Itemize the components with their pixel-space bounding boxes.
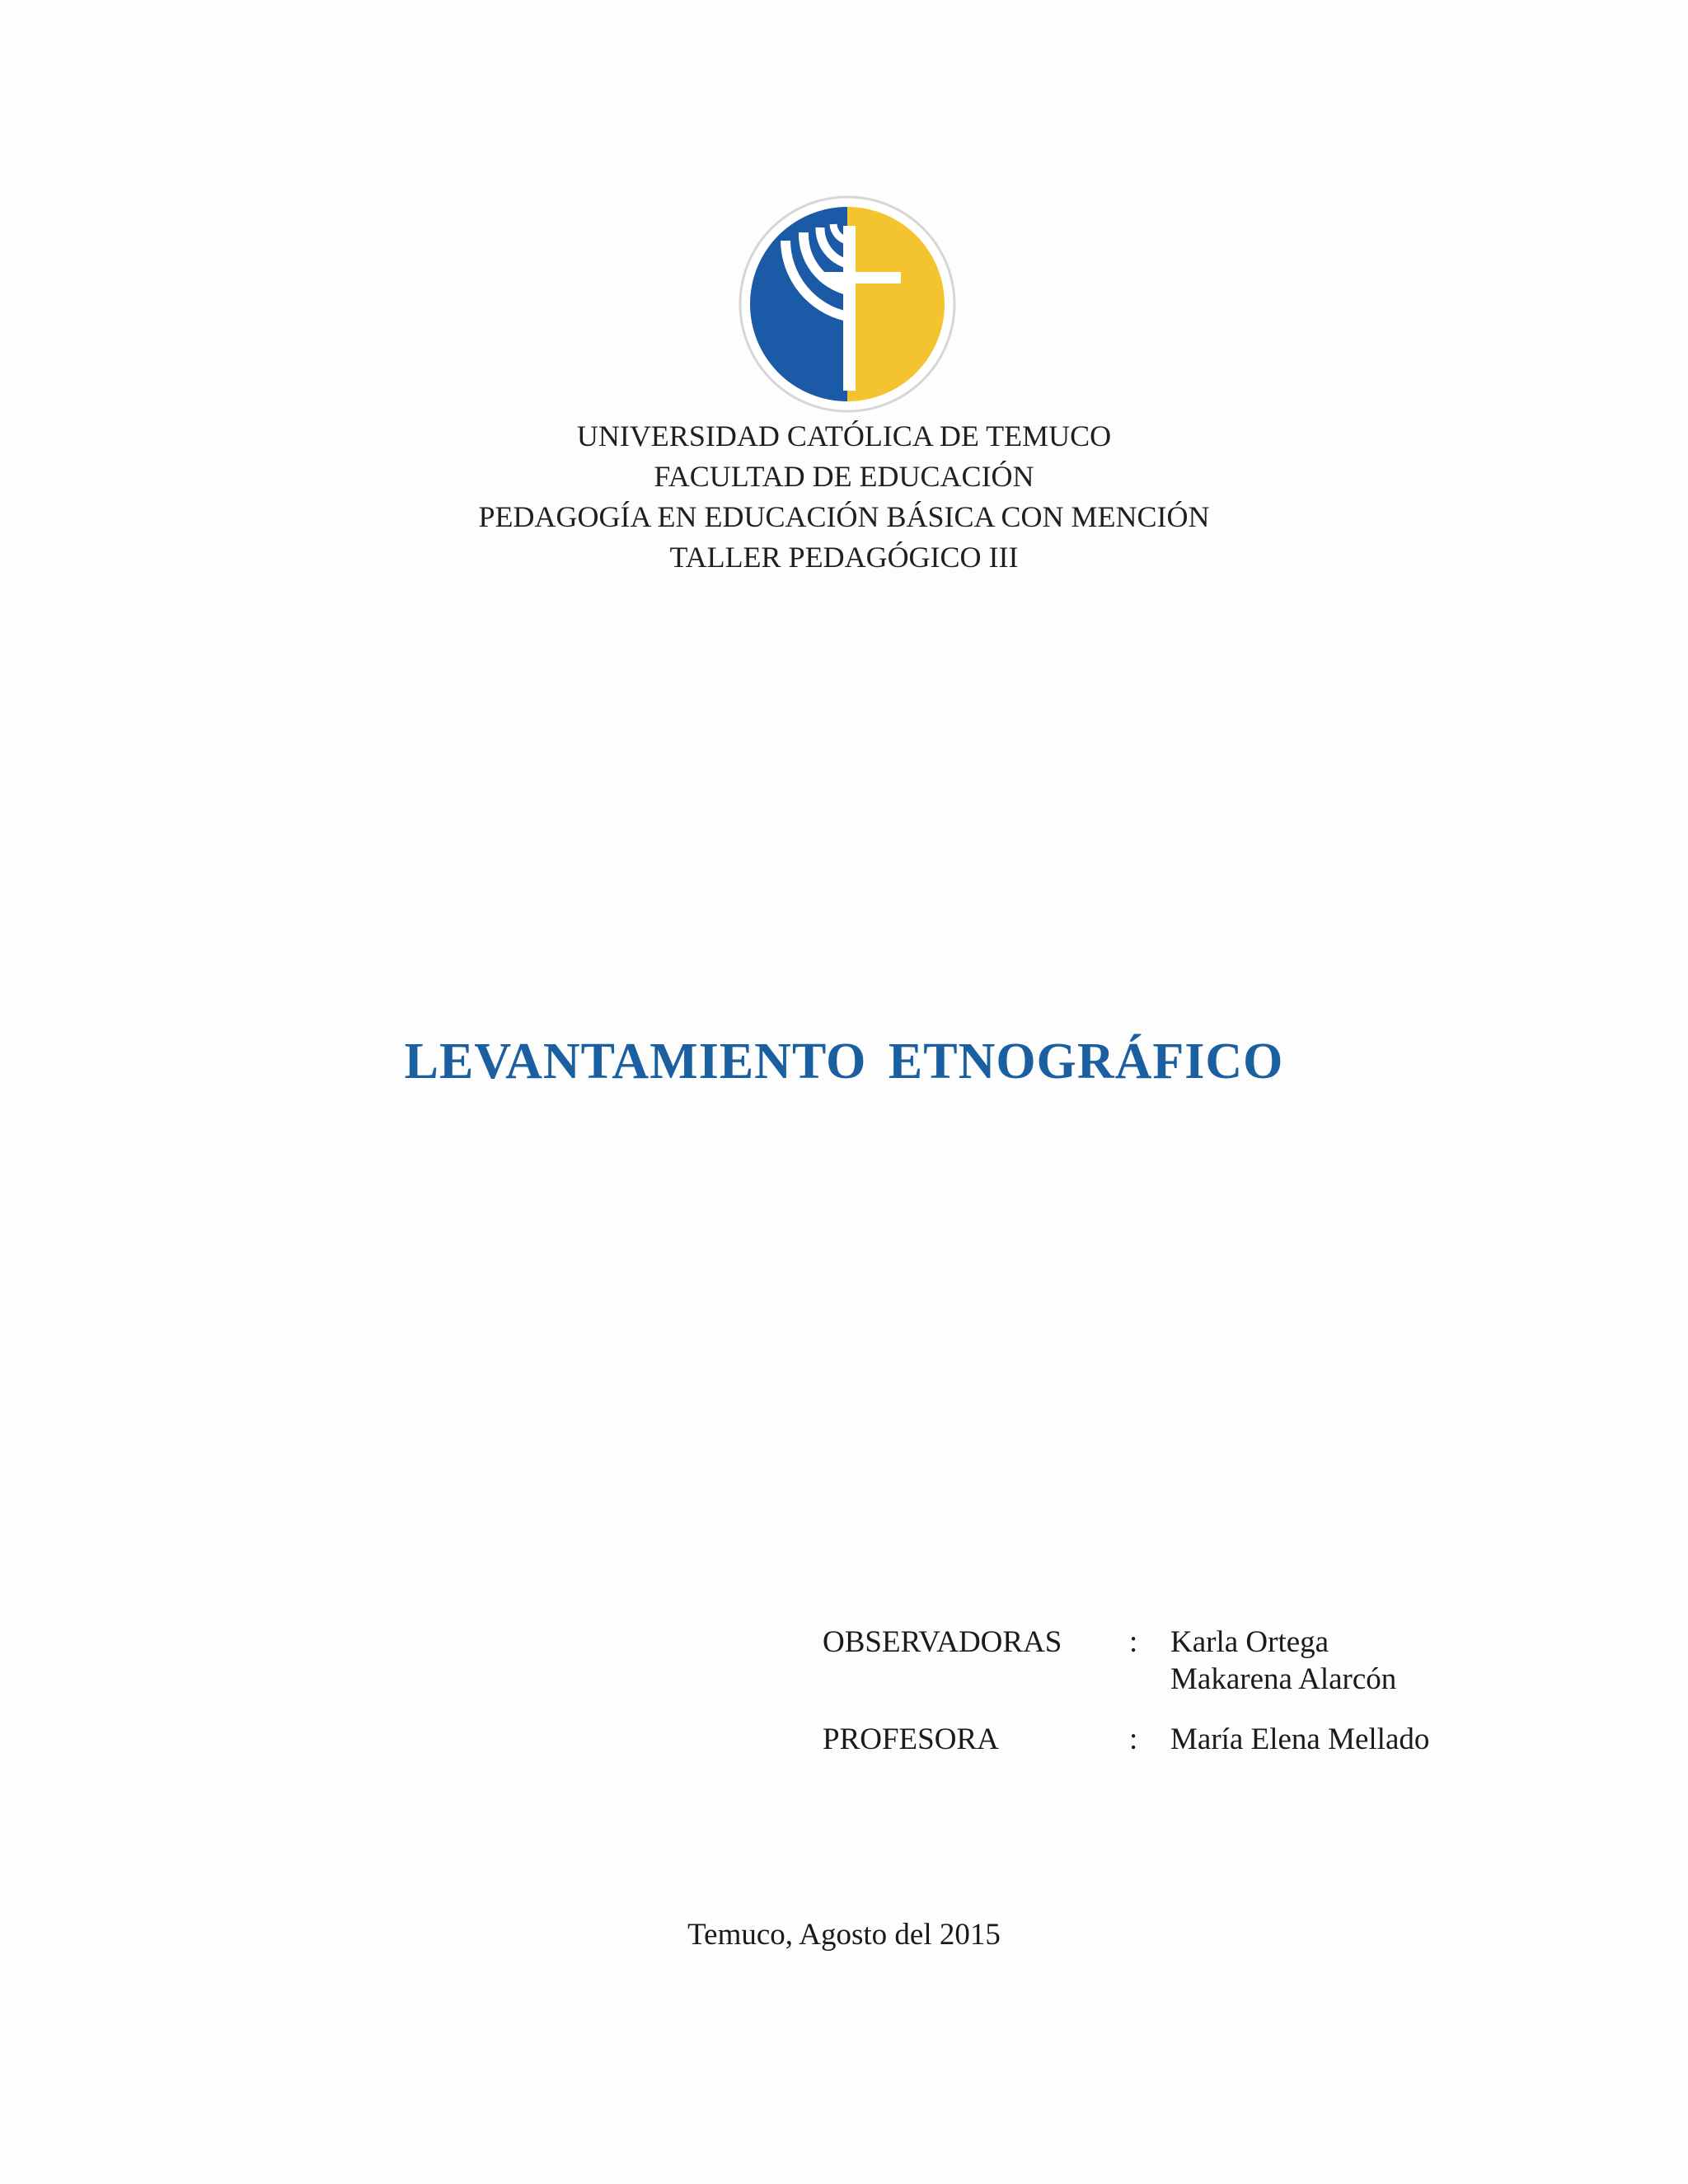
observer-name-2: Makarena Alarcón (1170, 1662, 1397, 1696)
university-logo (736, 193, 959, 415)
course-name: TALLER PEDAGÓGICO III (669, 541, 1019, 574)
institution-header (0, 416, 1688, 578)
faculty-name: FACULTAD DE EDUCACIÓN (654, 460, 1034, 493)
observers-label: OBSERVADORAS (823, 1625, 1062, 1659)
teacher-label: PROFESORA (823, 1722, 999, 1756)
program-name: PEDAGOGÍA EN EDUCACIÓN BÁSICA CON MENCIÓN (478, 500, 1210, 533)
teacher-colon: : (1129, 1722, 1138, 1756)
teacher-name: María Elena Mellado (1170, 1722, 1430, 1756)
document-title: LEVANTAMIENTO ETNOGRÁFICO (404, 1033, 1284, 1090)
observers-colon: : (1129, 1625, 1138, 1659)
observer-name-1: Karla Ortega (1170, 1625, 1329, 1659)
university-name: UNIVERSIDAD CATÓLICA DE TEMUCO (576, 419, 1112, 452)
place-and-date: Temuco, Agosto del 2015 (687, 1918, 1001, 1952)
